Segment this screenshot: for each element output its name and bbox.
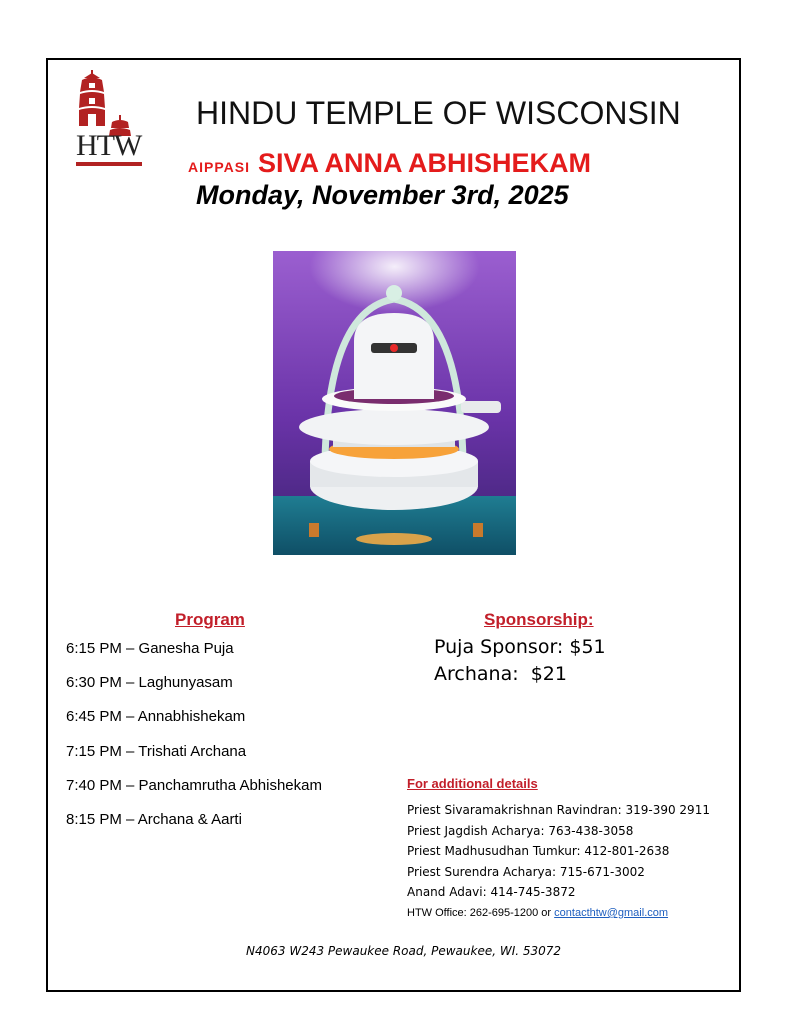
event-date: Monday, November 3rd, 2025 bbox=[196, 180, 569, 210]
sponsorship-heading: Sponsorship: bbox=[484, 610, 594, 629]
temple-address: N4063 W243 Pewaukee Road, Pewaukee, WI. 53072 bbox=[246, 944, 562, 958]
program-list bbox=[66, 640, 322, 845]
contact-item: Priest Madhusudhan Tumkur: 412-801-2638 bbox=[407, 844, 670, 858]
program-item: 6:15 PM – Ganesha Puja bbox=[66, 640, 234, 657]
page-title: HINDU TEMPLE OF WISCONSIN bbox=[196, 95, 681, 131]
program-item: 7:40 PM – Panchamrutha Abhishekam bbox=[66, 776, 322, 794]
event-title bbox=[188, 148, 591, 179]
program-item: 8:15 PM – Archana & Aarti bbox=[66, 810, 242, 828]
contact-list bbox=[407, 802, 710, 905]
program-item: 6:30 PM – Laghunyasam bbox=[66, 674, 233, 692]
event-title-main: SIVA ANNA ABHISHEKAM bbox=[257, 148, 591, 178]
program-heading: Program bbox=[175, 610, 245, 629]
details-heading: For additional details bbox=[407, 776, 538, 791]
event-title-prefix: AIPPASI bbox=[188, 159, 250, 175]
contact-item: Anand Adavi: 414-745-3872 bbox=[407, 885, 576, 899]
email-link[interactable]: contacthtw@gmail.com bbox=[554, 907, 669, 919]
contact-item: Priest Jagdish Acharya: 763-438-3058 bbox=[407, 823, 634, 838]
contact-item: Priest Sivaramakrishnan Ravindran: 319-390 2911 bbox=[407, 803, 710, 817]
office-phone: HTW Office: 262-695-1200 or bbox=[407, 907, 552, 919]
puja-sponsor-price: Puja Sponsor: $51 bbox=[434, 636, 606, 658]
archana-price: Archana: $21 bbox=[434, 663, 567, 685]
program-item: 7:15 PM – Trishati Archana bbox=[66, 742, 247, 760]
logo-underline bbox=[76, 162, 142, 166]
office-contact bbox=[407, 907, 668, 919]
contact-item: Priest Surendra Acharya: 715-671-3002 bbox=[407, 864, 645, 879]
program-item: 6:45 PM – Annabhishekam bbox=[66, 708, 246, 726]
shiva-lingam-image bbox=[273, 251, 516, 555]
logo-wordmark: HTW bbox=[76, 129, 142, 162]
